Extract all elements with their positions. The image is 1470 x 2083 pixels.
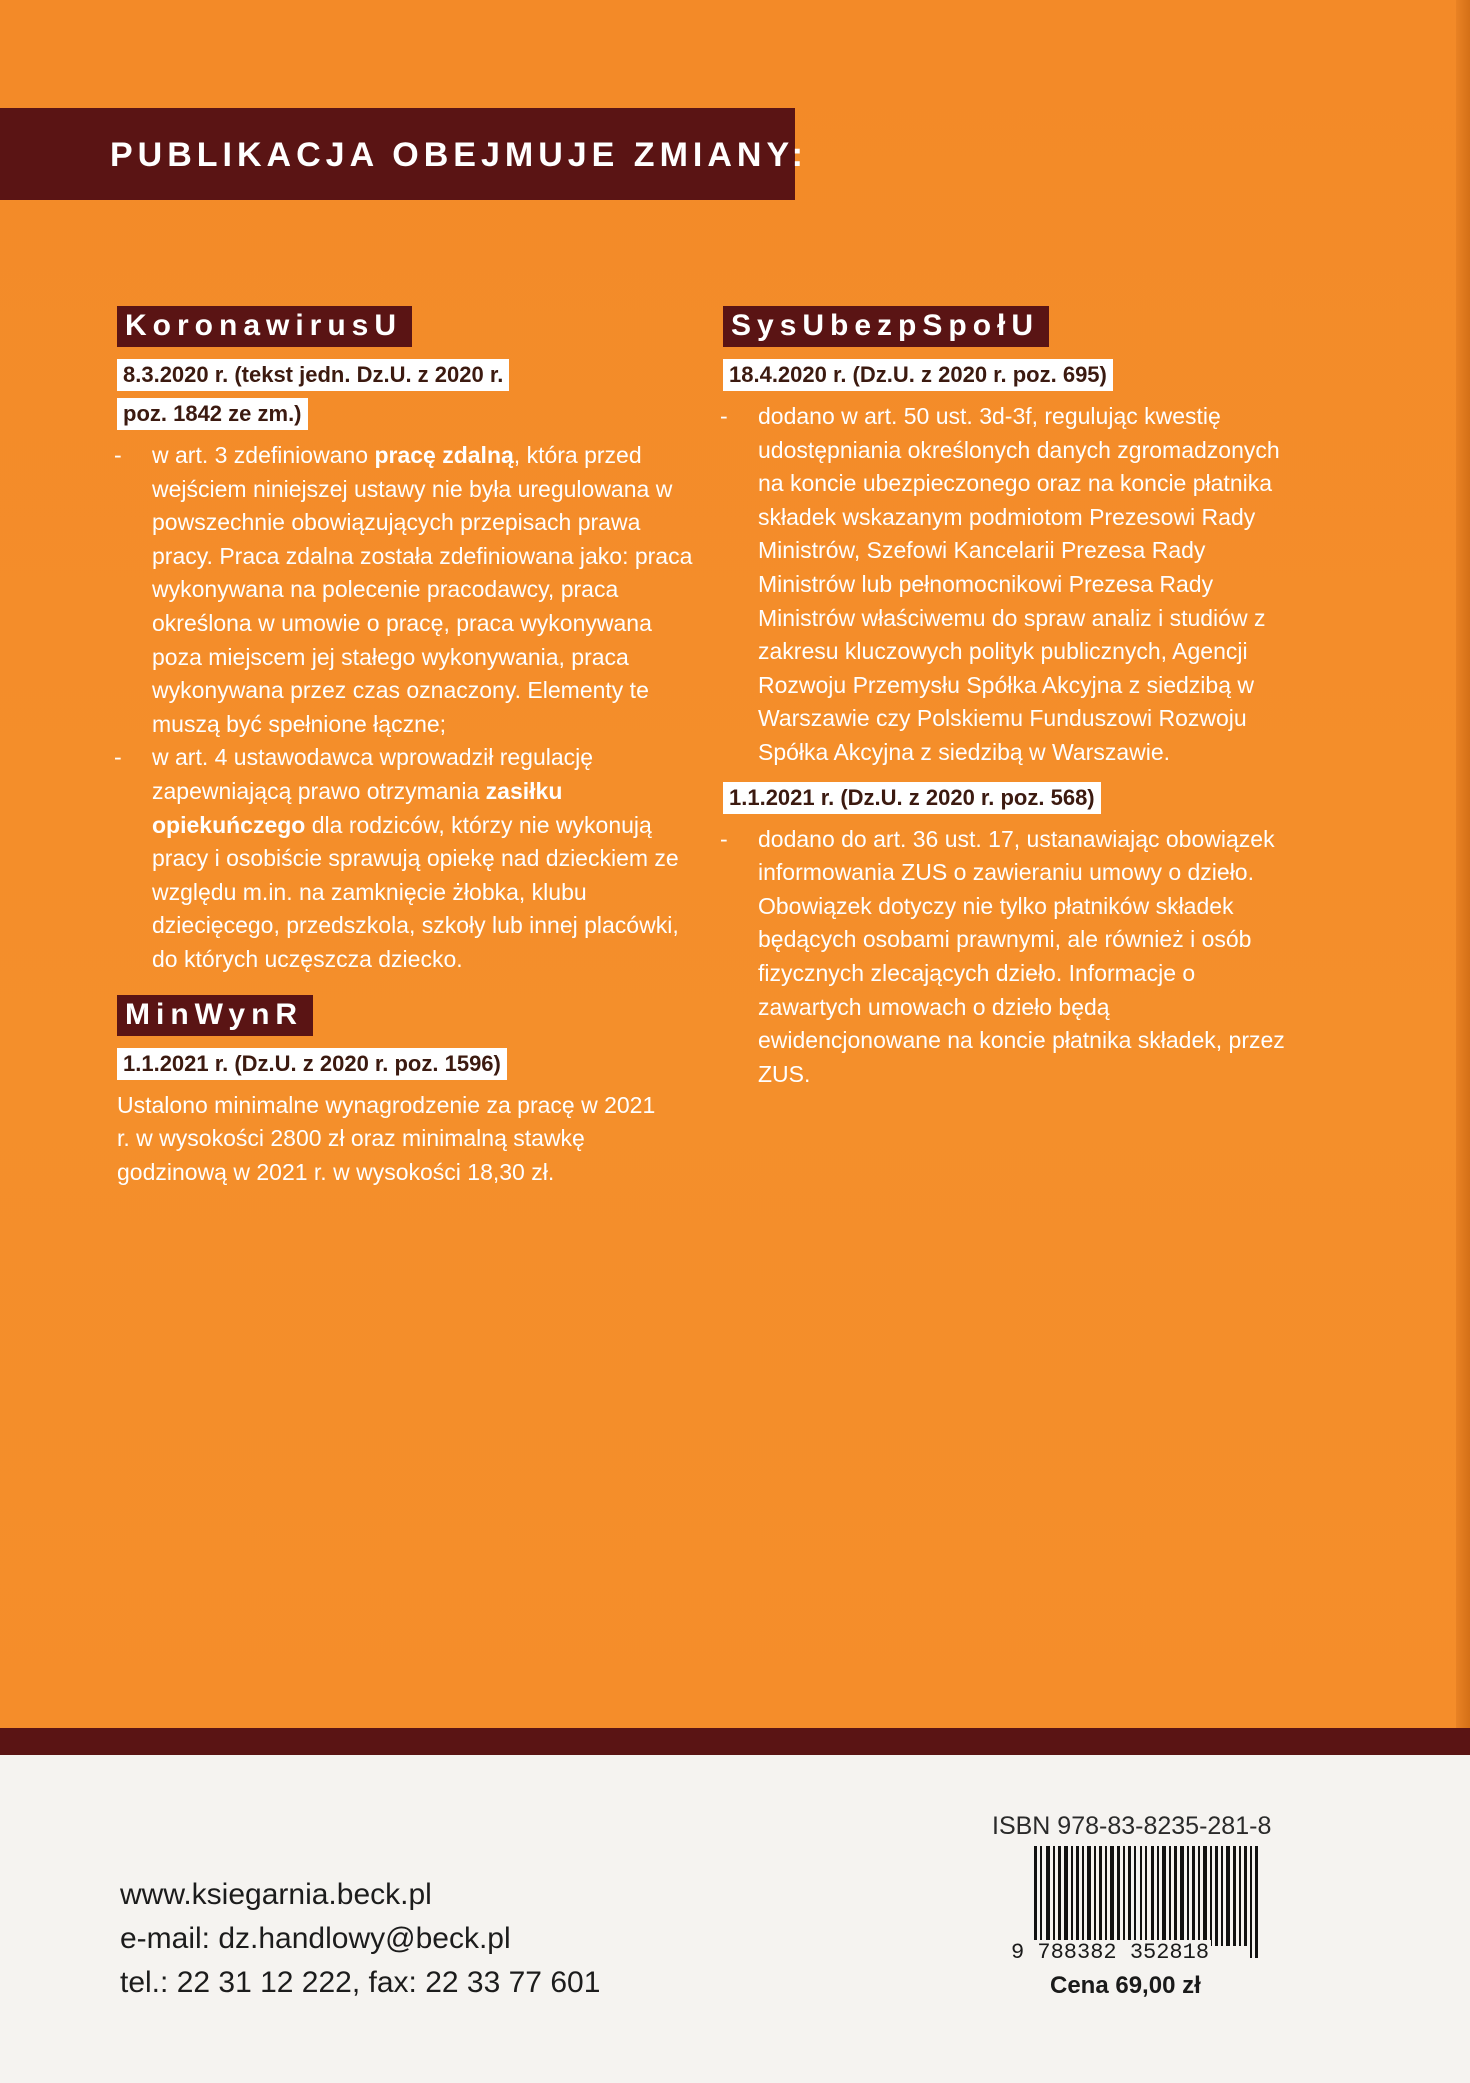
right-column xyxy=(720,306,1293,1091)
bullet-dash: - xyxy=(720,825,728,852)
list-item: - dodano do art. 36 ust. 17, ustanawiając obowiązek informowania ZUS o zawieraniu umowy o dzieło. Obowiązek dotyczy nie tylko płatników składek będących osobami prawnymi, ale również i osób fizycznych zlecających dzieło. Informacje o zawartych umowach o dzieło będą ewidencjonowane na koncie płatnika składek, przez ZUS. xyxy=(723,823,1293,1092)
cover-bottom-band xyxy=(0,1728,1470,1755)
section-title: KoronawirusU xyxy=(117,306,412,347)
section-title: SysUbezpSpołU xyxy=(723,306,1049,347)
list-item: - dodano w art. 50 ust. 3d-3f, regulując kwestię udostępniania określonych danych zgromadzonych na koncie ubezpieczonego oraz na koncie płatnika składek wskazanym podmiotom Prezesowi Rady Ministrów, Szefowi Kancelarii Prezesa Rady Ministrów lub pełnomocnikowi Prezesa Rady Ministrów właściwemu do spraw analiz i studiów z zakresu kluczowych polityk publicznych, Agencji Rozwoju Przemysłu Spółka Akcyjna z siedzibą w Warszawie czy Polskiemu Funduszowi Rozwoju Spółka Akcyjna z siedzibą w Warszawie. xyxy=(723,400,1293,770)
section-sysubezp xyxy=(720,306,1293,1091)
paragraph: Ustalono minimalne wynagrodzenie za pracę w 2021 r. w wysokości 2800 zł oraz minimalną stawkę godzinową w 2021 r. w wysokości 18,30 zł. xyxy=(117,1091,656,1185)
bullet-dash: - xyxy=(114,744,122,771)
date-tag: 18.4.2020 r. (Dz.U. z 2020 r. poz. 695) xyxy=(723,357,1293,396)
bullet-dash: - xyxy=(114,442,122,468)
email-link[interactable]: e-mail: dz.handlowy@beck.pl xyxy=(120,1922,511,1955)
list-item: - w art. 3 zdefiniowano pracę zdalną, która przed wejściem niniejszej ustawy nie była uregulowana w powszechnie obowiązujących przepisach prawa pracy. Praca zdalna została zdefiniowana jako: praca wykonywana na polecenie pracodawcy, praca określona w umowie o pracę, praca wykonywana poza miejscem jej stałego wykonywania, praca wykonywana przez czas oznaczony. Elementy te muszą być spełnione łączne; xyxy=(117,439,707,741)
section-title: MinWynR xyxy=(117,995,313,1036)
section-minwynr xyxy=(117,995,707,1190)
phone-fax: tel.: 22 31 12 222, fax: 22 33 77 601 xyxy=(120,1966,601,1999)
date-tag: 1.1.2021 r. (Dz.U. z 2020 r. poz. 568) xyxy=(723,780,1293,819)
barcode-number: 9 788382 352818 xyxy=(1011,1940,1210,1965)
header-banner xyxy=(0,108,808,200)
price: Cena 69,00 zł xyxy=(1050,1972,1201,1999)
isbn: ISBN 978-83-8235-281-8 xyxy=(992,1812,1272,1840)
bullet-dash: - xyxy=(720,403,728,429)
section-koronawirus xyxy=(114,306,707,977)
left-column xyxy=(114,306,707,1189)
date-tag: 1.1.2021 r. (Dz.U. z 2020 r. poz. 1596) xyxy=(117,1046,707,1085)
date-tag: 8.3.2020 r. (tekst jedn. Dz.U. z 2020 r. poz. 1842 ze zm.) xyxy=(117,357,707,435)
cover-edge xyxy=(1456,0,1470,1730)
publisher-contact xyxy=(120,1873,600,2005)
list-item: - w art. 4 ustawodawca wprowadził regulację zapewniającą prawo otrzymania zasiłku opiekuńczego dla rodziców, którzy nie wykonują pracy i osobiście sprawują opiekę nad dzieckiem ze względu m.in. na zamknięcie żłobka, klubu dziecięcego, przedszkola, szkoły lub innej placówki, do których uczęszcza dziecko. xyxy=(117,741,707,976)
banner-title: PUBLIKACJA OBEJMUJE ZMIANY: xyxy=(110,136,808,174)
website-link[interactable]: www.ksiegarnia.beck.pl xyxy=(120,1878,432,1911)
